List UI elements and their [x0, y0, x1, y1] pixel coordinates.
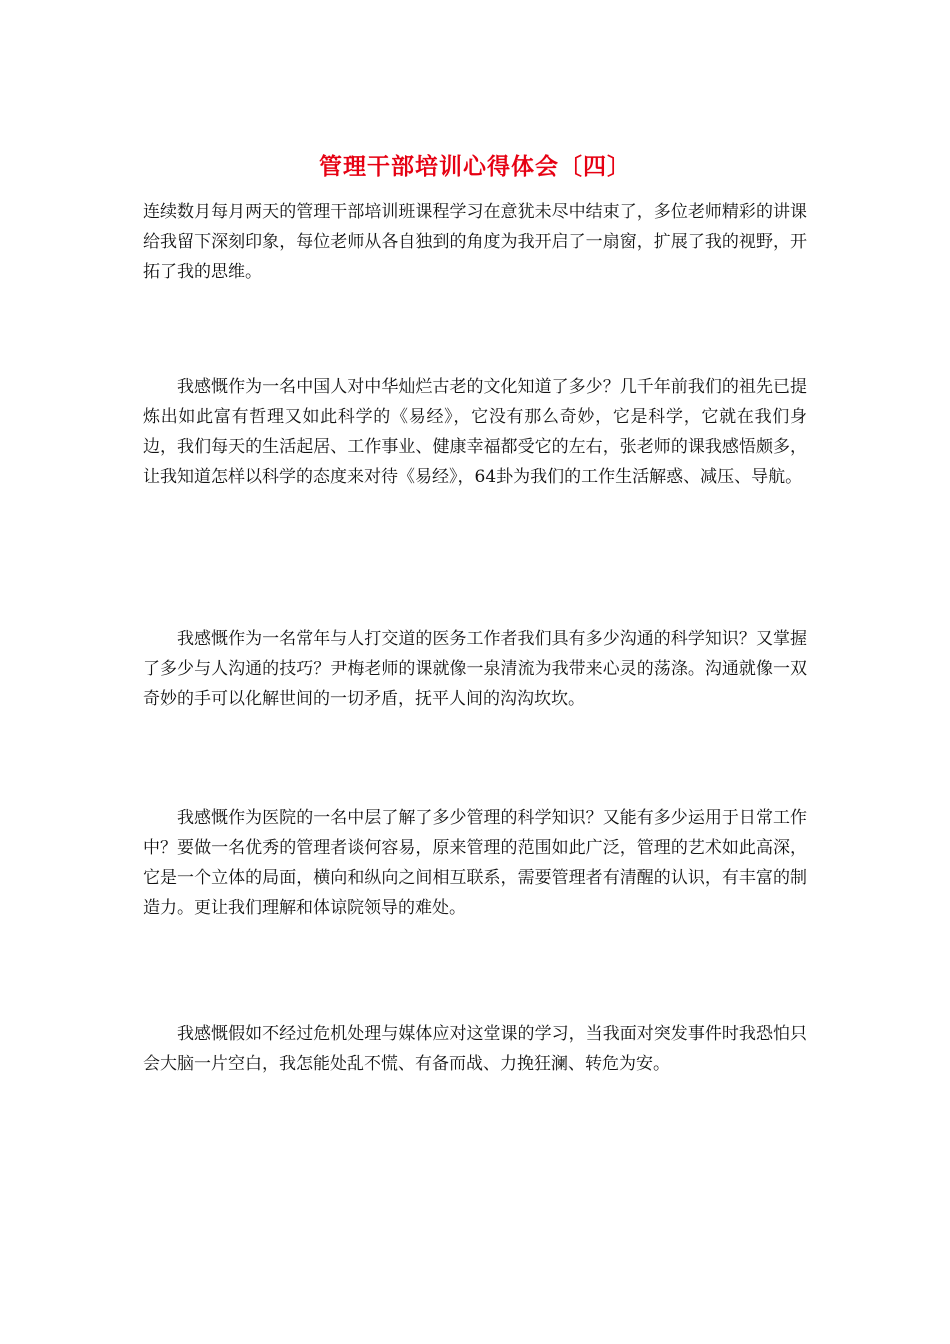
paragraph-yijing: 我感慨作为一名中国人对中华灿烂古老的文化知道了多少？几千年前我们的祖先已提炼出如此富有哲理又如此科学的《易经》，它没有那么奇妙，它是科学，它就在我们身边，我们每天的生活起居、工作事业、健康幸福都受它的左右，张老师的课我感悟颇多，让我知道怎样以科学的态度来对待《易经》，64卦为我们的工作生活解惑、减压、导航。 — [143, 377, 807, 487]
document-title: 管理干部培训心得体会〔四〕 — [319, 153, 631, 180]
paragraph-communication: 我感慨作为一名常年与人打交道的医务工作者我们具有多少沟通的科学知识？又掌握了多少与人沟通的技巧？尹梅老师的课就像一泉清流为我带来心灵的荡涤。沟通就像一双奇妙的手可以化解世间的一切矛盾，抚平人间的沟沟坎坎。 — [143, 629, 807, 709]
paragraph-crisis: 我感慨假如不经过危机处理与媒体应对这堂课的学习，当我面对突发事件时我恐怕只会大脑一片空白，我怎能处乱不慌、有备而战、力挽狂澜、转危为安。 — [143, 1024, 807, 1074]
paragraph-intro: 连续数月每月两天的管理干部培训班课程学习在意犹未尽中结束了，多位老师精彩的讲课给我留下深刻印象，每位老师从各自独到的角度为我开启了一扇窗，扩展了我的视野，开拓了我的思维。 — [143, 202, 807, 282]
paragraph-management: 我感慨作为医院的一名中层了解了多少管理的科学知识？又能有多少运用于日常工作中？要做一名优秀的管理者谈何容易，原来管理的范围如此广泛，管理的艺术如此高深，它是一个立体的局面，横向和纵向之间相互联系，需要管理者有清醒的认识，有丰富的制造力。更让我们理解和体谅院领导的难处。 — [143, 808, 807, 918]
